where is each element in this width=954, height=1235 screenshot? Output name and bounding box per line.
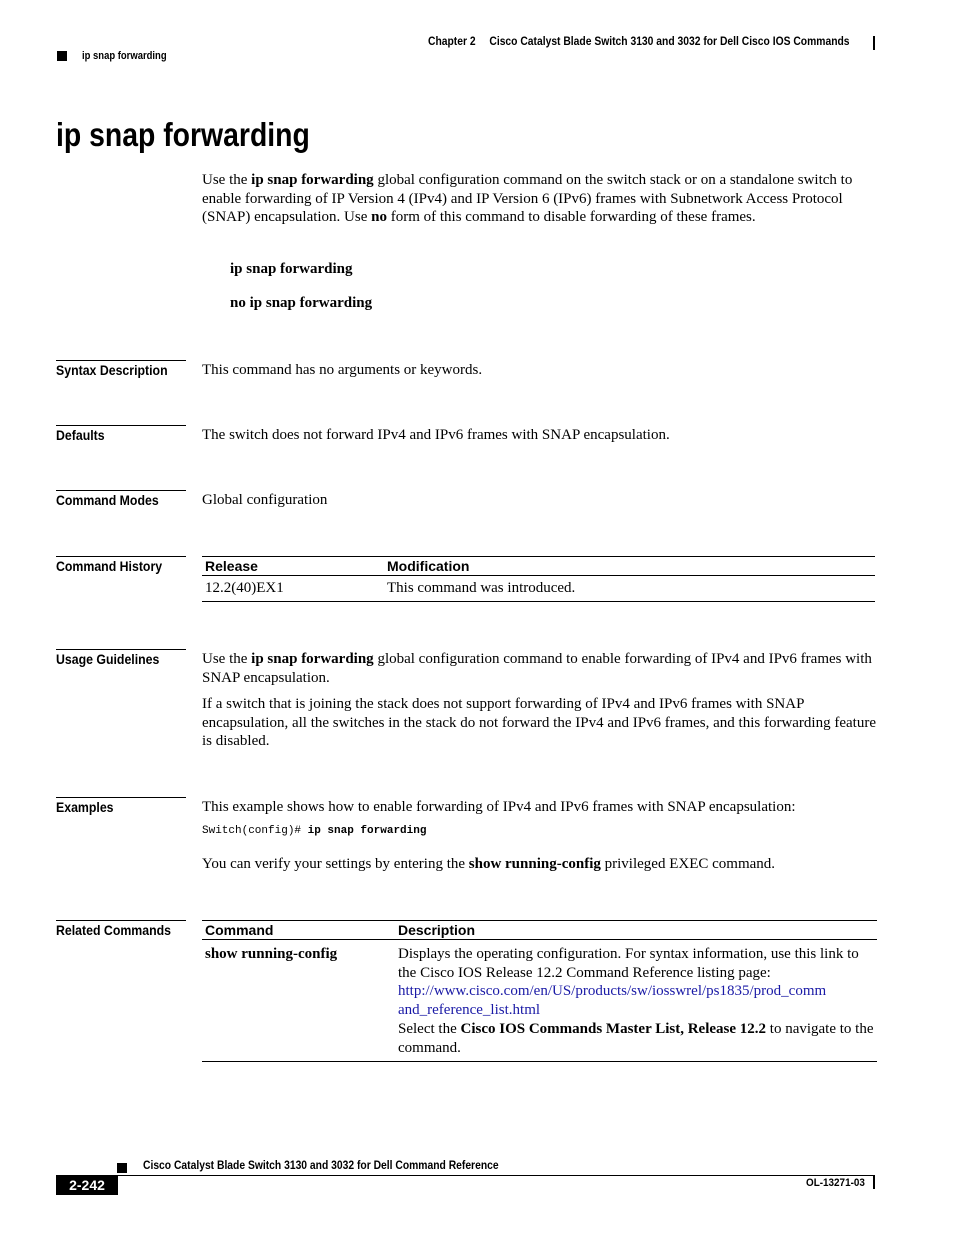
section-rule — [56, 556, 186, 557]
section-label-command-history: Command History — [56, 558, 163, 574]
column-header-description: Description — [398, 922, 476, 938]
section-label-related-commands: Related Commands — [56, 922, 172, 938]
section-label-examples: Examples — [56, 799, 114, 815]
document-id: OL-13271-03 — [806, 1177, 865, 1189]
page-number: 2-242 — [56, 1175, 118, 1195]
header-square-marker — [57, 51, 67, 61]
running-header — [428, 34, 850, 48]
examples-paragraph-1: This example shows how to enable forwarding of IPv4 and IPv6 frames with SNAP encapsulation: — [202, 799, 796, 815]
command-name: show running-config — [468, 856, 601, 872]
page-title: ip snap forwarding — [56, 116, 310, 153]
chapter-label: Chapter 2 — [428, 34, 476, 48]
release-cell: 12.2(40)EX1 — [205, 580, 284, 596]
column-header-release: Release — [205, 558, 258, 574]
related-command-name: show running-config — [205, 946, 338, 962]
reference-link[interactable]: http://www.cisco.com/en/US/products/sw/iosswrel/ps1835/prod_comm and_reference_list.html — [398, 983, 827, 1019]
section-rule — [56, 920, 186, 921]
section-rule — [56, 649, 186, 650]
code-example — [202, 825, 426, 837]
modification-cell: This command was introduced. — [387, 580, 576, 596]
command-modes-text: Global configuration — [202, 492, 328, 508]
column-header-modification: Modification — [387, 558, 470, 574]
usage-paragraph-2: If a switch that is joining the stack does not support forwarding of IPv4 and IPv6 frames with SNAP encapsulation, all the switches in the stack do not forward the IPv4 and IPv6 frames, and this forwarding feature is disabled. — [202, 696, 876, 750]
footer-square-marker — [117, 1163, 127, 1173]
section-rule — [56, 797, 186, 798]
command-name: ip snap forwarding — [251, 651, 374, 667]
header-bar — [873, 36, 875, 50]
header-topic: ip snap forwarding — [82, 50, 167, 62]
section-label-defaults: Defaults — [56, 427, 105, 443]
syntax-description-text: This command has no arguments or keywords. — [202, 362, 483, 378]
table-row — [202, 940, 877, 1062]
examples-paragraph-2: You can verify your settings by entering the show running-config privileged EXEC command. — [202, 856, 776, 872]
section-rule — [56, 360, 186, 361]
defaults-text: The switch does not forward IPv4 and IPv6 frames with SNAP encapsulation. — [202, 427, 670, 443]
footer-reference-title: Cisco Catalyst Blade Switch 3130 and 3032 for Dell Command Reference — [143, 1158, 499, 1172]
command-cell — [202, 940, 395, 1062]
table-header-row — [202, 921, 877, 940]
table-header-row — [202, 557, 875, 576]
footer-bar — [873, 1175, 875, 1189]
description-cell: Displays the operating configuration. For syntax information, use this link to the Cisco IOS Release 12.2 Command Reference listing page: http://www.cisco.com/en/US/products/sw/iosswrel/ps1835/prod_comm and_reference_list.html Select the Cisco IOS Commands Master List, Release 12.2 to navigate to the command. — [398, 946, 874, 1056]
intro-paragraph: Use the ip snap forwarding global configuration command on the switch stack or on a standalone switch to enable forwarding of IP Version 4 (IPv4) and IP Version 6 (IPv6) frames with Subnetwork Access Protocol (SNAP) encapsulation. Use no form of this command to disable forwarding of these frames. — [202, 172, 853, 226]
chapter-title: Cisco Catalyst Blade Switch 3130 and 3032 for Dell Cisco IOS Commands — [489, 34, 850, 48]
table-row — [202, 576, 875, 602]
column-header-command: Command — [205, 922, 274, 938]
section-rule — [56, 490, 186, 491]
code-prompt: Switch(config)# — [202, 825, 308, 837]
syntax-line-2: no ip snap forwarding — [230, 295, 373, 311]
section-rule — [56, 425, 186, 426]
footer-rule — [117, 1175, 875, 1176]
command-name: ip snap forwarding — [251, 172, 374, 188]
usage-paragraph-1: Use the ip snap forwarding global configuration command to enable forwarding of IPv4 and IPv6 frames with SNAP encapsulation. — [202, 651, 872, 686]
code-command: ip snap forwarding — [307, 825, 427, 837]
section-label-syntax-description: Syntax Description — [56, 362, 168, 378]
related-commands-table — [202, 920, 877, 1062]
description-text: Displays the operating configuration. For syntax information, use this link to the Cisco IOS Release 12.2 Command Reference listing page: — [398, 946, 859, 981]
command-history-table — [202, 556, 875, 602]
master-list-name: Cisco IOS Commands Master List, Release 12.2 — [460, 1020, 767, 1037]
section-label-usage-guidelines: Usage Guidelines — [56, 651, 160, 667]
no-keyword: no — [371, 209, 387, 226]
section-label-command-modes: Command Modes — [56, 492, 159, 508]
syntax-line-1: ip snap forwarding — [230, 261, 353, 277]
